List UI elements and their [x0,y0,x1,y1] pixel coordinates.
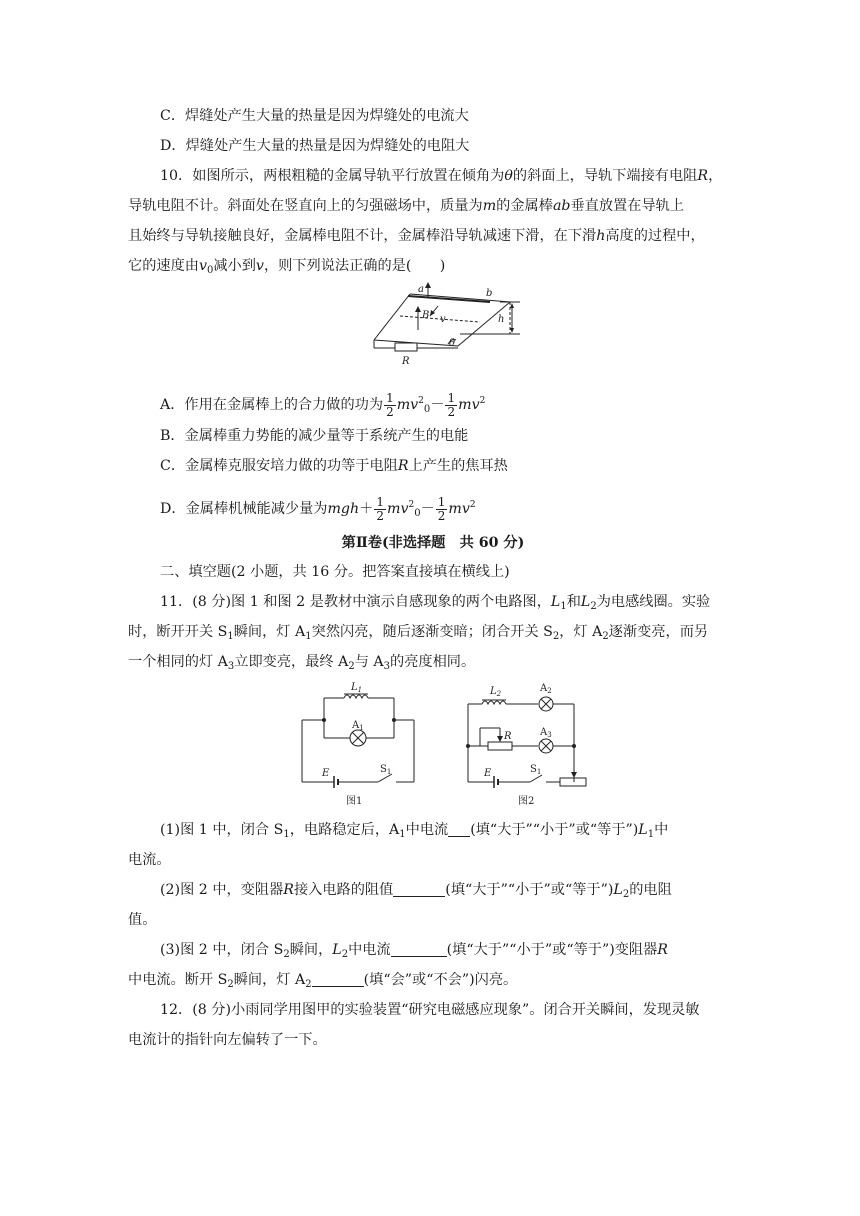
fig2-label-A2: $A_2$ [540,683,552,695]
q10-stem-line4: 它的速度由$v_0$减小到v，则下列说法正确的是( ) [128,258,446,276]
q10-option-c: C．金属棒克服安培力做的功等于电阻R上产生的焦耳热 [160,458,508,474]
q11-circuit-figure2 [460,680,600,810]
q10-option-b: B．金属棒重力势能的减少量等于系统产生的电能 [160,428,469,444]
q10-incline-figure [360,282,530,372]
part2-title: 第Ⅱ卷(非选择题 共 60 分) [341,535,525,551]
fig1-label-L1: $L_1$ [351,682,363,694]
q10-fig-label-b: b [486,288,493,299]
fig1-label-E: E [322,768,330,779]
fig1-label-S1: $S_1$ [380,764,392,776]
q10-fig-label-v: v [440,314,446,325]
q10-stem-line1: 10．如图所示，两根粗糙的金属导轨平行放置在倾角为θ的斜面上，导轨下端接有电阻R， [160,168,723,184]
q11-part2-line1: (2)图 2 中，变阻器R接入电路的阻值 (填“大于”“小于”或“等于$”)L_2$的电阻 [160,882,672,900]
answer-blank-3[interactable] [391,942,447,957]
q11-part3-line1: (3)图 2 中，闭合 $S_2$瞬间，$L_2$中电流 (填“大于”“小于”或“等于”)变阻器R [160,942,668,960]
q11-part1-line2: 电流。 [128,852,171,868]
fig2-label-L2: $L_2$ [490,686,502,698]
q11-stem-line2: 时，断开开关 $S_1$瞬间，灯 $A_1$突然闪亮，随后逐渐变暗；闭合开关 $S_2$，灯 $A_2$逐渐变亮，而另 [128,624,709,642]
fig2-label-S2: $S_1$ [530,764,542,776]
answer-blank-4[interactable] [312,972,364,987]
q10-fig-label-a: a [418,284,424,295]
q12-stem-line2: 电流计的指针向左偏转了一下。 [128,1032,327,1048]
q11-part2-line2: 值。 [128,912,157,928]
q10-stem-line3: 且始终与导轨接触良好，金属棒电阻不计，金属棒沿导轨减速下滑，在下滑h高度的过程中， [128,228,705,244]
q10-fig-label-h: h [498,314,505,325]
q9-option-c: C．焊缝处产生大量的热量是因为焊缝处的电流大 [160,108,469,124]
q11-stem-line3: 一个相同的灯 $A_3$立即变亮，最终 $A_2$与 $A_3$的亮度相同。 [128,654,476,672]
q10-fig-label-R: R [402,356,410,367]
fig1-caption: 图1 [346,796,363,807]
fig2-label-R: R [504,731,512,742]
q11-part3-line2: 中电流。断开 $S_2$瞬间，灯 $A_2$ (填“会”或“不会”)闪亮。 [128,972,518,990]
section-fill-in-heading: 二、填空题(2 小题，共 16 分。把答案直接填在横线上) [160,564,510,580]
fig2-caption: 图2 [518,796,535,807]
fig2-label-A3: $A_3$ [540,727,552,739]
q11-circuit-figure1 [296,680,426,810]
q10-fig-label-B: B [422,310,430,321]
q12-stem-line1: 12．(8 分)小雨同学用图甲的实验装置“研究电磁感应现象”。闭合开关瞬间，发现灵敏 [160,1002,700,1018]
q10-option-d: D．金属棒机械能减少量为mgh＋ $\frac{1}{2}$ $mv^2_0-$ $\frac{1}{2}$ $mv^2$ [160,494,476,523]
q9-option-d: D．焊缝处产生大量的热量是因为焊缝处的电阻大 [160,138,470,154]
answer-blank-2[interactable] [393,882,445,897]
fig2-label-E: E [484,768,492,779]
q10-option-a: A．作用在金属棒上的合力做的功为 $\frac{1}{2}$ $mv^2_0-$ $\frac{1}{2}$ $mv^2$ [160,390,486,419]
q10-stem-line2: 导轨电阻不计。斜面处在竖直向上的匀强磁场中，质量为m的金属棒ab垂直放置在导轨上 [128,198,684,214]
q10-fig-label-theta: θ [449,338,456,349]
fig1-label-A1: $A_1$ [352,720,364,732]
answer-blank-1[interactable] [448,822,470,837]
q11-part1-line1: (1)图 1 中，闭合 $S_1$，电路稳定后，$A_1$中电流 (填“大于”“小于”或“等于$”)L_1$中 [160,822,669,840]
q11-stem-line1: 11．(8 分)图 1 和图 2 是教材中演示自感现象的两个电路图，$L_1$和$L_2$为电感线圈。实验 [160,594,711,612]
